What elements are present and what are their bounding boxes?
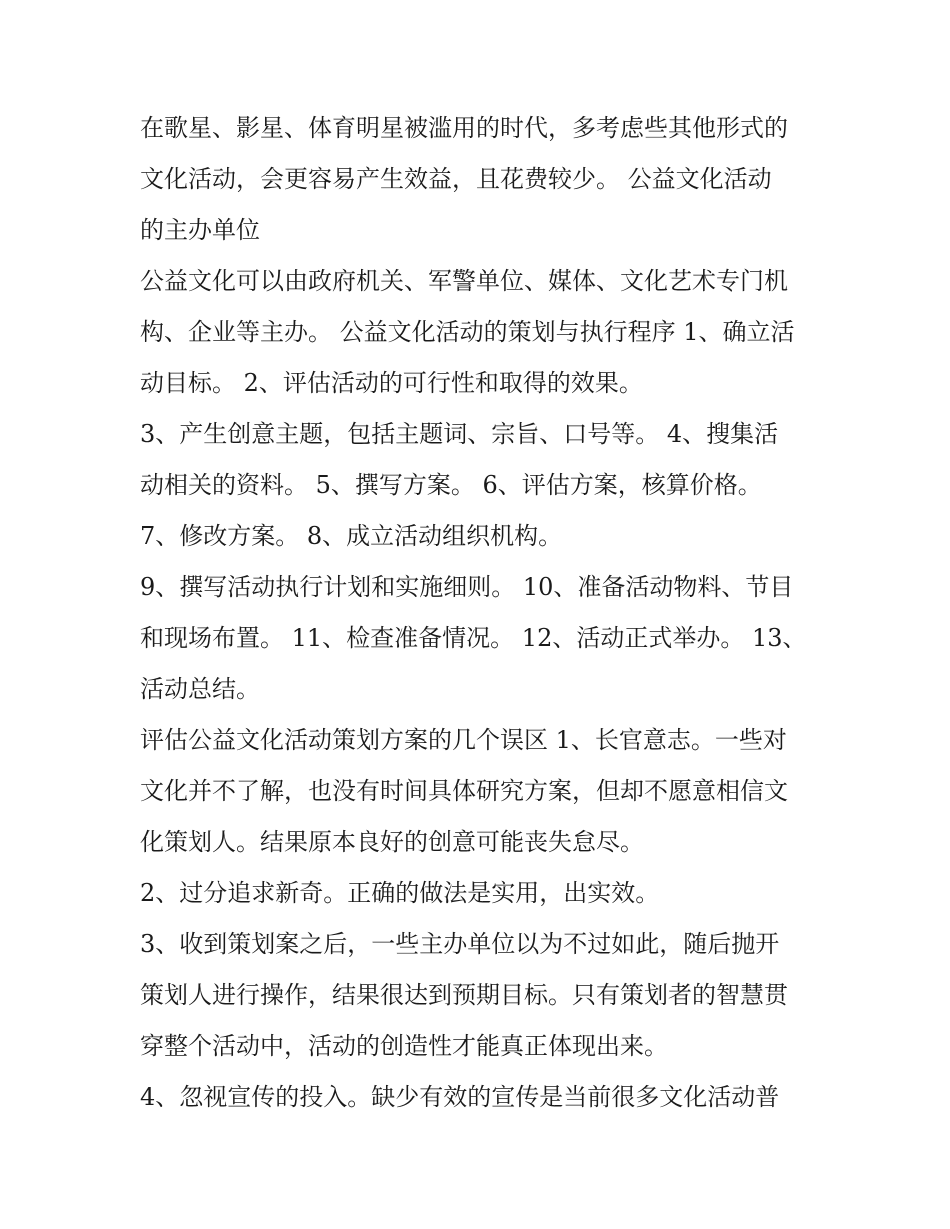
text-line: 文化活动，会更容易产生效益，且花费较少。 公益文化活动	[140, 165, 772, 193]
text-line: 和现场布置。 11、检查准备情况。 12、活动正式举办。 13、	[140, 624, 807, 652]
text-line: 7、修改方案。 8、成立活动组织机构。	[140, 522, 563, 550]
text-line: 公益文化可以由政府机关、军警单位、媒体、文化艺术专门机	[140, 267, 788, 295]
text-line: 9、撰写活动执行计划和实施细则。 10、准备活动物料、节目	[140, 573, 794, 601]
text-line: 构、企业等主办。 公益文化活动的策划与执行程序 1、确立活	[140, 318, 795, 346]
text-line: 4、忽视宣传的投入。缺少有效的宣传是当前很多文化活动普	[140, 1083, 780, 1111]
text-line: 2、过分追求新奇。正确的做法是实用，出实效。	[140, 879, 660, 907]
text-line: 动相关的资料。 5、撰写方案。 6、评估方案，核算价格。	[140, 471, 762, 499]
text-line: 文化并不了解，也没有时间具体研究方案，但却不愿意相信文	[140, 777, 788, 805]
text-line: 的主办单位	[140, 216, 260, 244]
text-line: 动目标。 2、评估活动的可行性和取得的效果。	[140, 369, 643, 397]
text-line: 3、产生创意主题，包括主题词、宗旨、口号等。 4、搜集活	[140, 420, 779, 448]
text-line: 3、收到策划案之后，一些主办单位以为不过如此，随后抛开	[140, 930, 780, 958]
text-line: 评估公益文化活动策划方案的几个误区 1、长官意志。一些对	[140, 726, 787, 754]
body-text	[140, 103, 820, 1123]
text-line: 化策划人。结果原本良好的创意可能丧失怠尽。	[140, 828, 644, 856]
text-line: 策划人进行操作，结果很达到预期目标。只有策划者的智慧贯	[140, 981, 788, 1009]
text-line: 在歌星、影星、体育明星被滥用的时代，多考虑些其他形式的	[140, 114, 788, 142]
text-line: 穿整个活动中，活动的创造性才能真正体现出来。	[140, 1032, 668, 1060]
text-line: 活动总结。	[140, 675, 260, 703]
